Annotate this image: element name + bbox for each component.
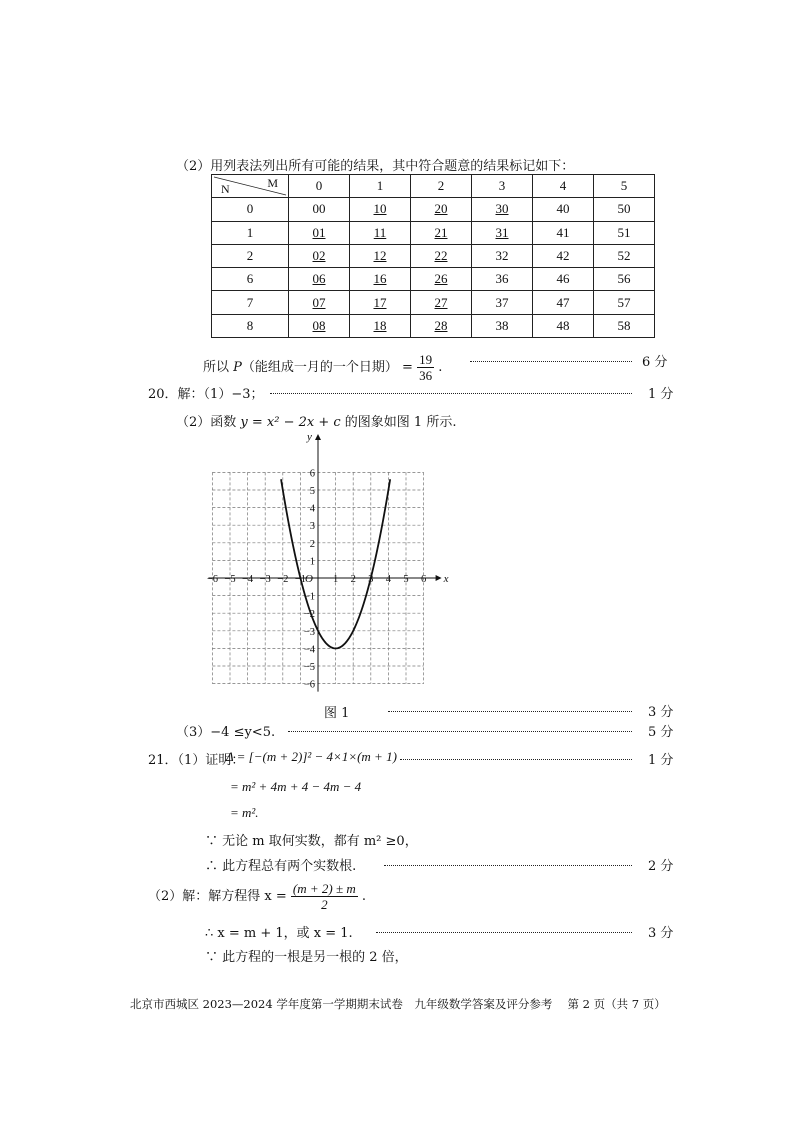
y-tick-label: 5 bbox=[309, 486, 315, 497]
x-axis-label: x bbox=[443, 573, 449, 585]
table-cell-marked: 16 bbox=[350, 268, 411, 291]
dot-leader bbox=[470, 361, 632, 362]
table-cell-marked: 27 bbox=[411, 291, 472, 314]
row-header: 0 bbox=[212, 198, 289, 221]
q21-part2-prefix: （2）解：解方程得 x = bbox=[148, 889, 287, 904]
q21-condition: ∵ 此方程的一根是另一根的 2 倍， bbox=[205, 950, 408, 965]
q21-label: 21．（1）证明： bbox=[148, 753, 245, 768]
row-header: 7 bbox=[212, 291, 289, 314]
table-cell-marked: 08 bbox=[289, 314, 350, 337]
q21-reason: ∵ 无论 m 取何实数，都有 m² ≥0， bbox=[205, 834, 418, 849]
prob-prefix: 所以 bbox=[203, 360, 234, 375]
roots-fraction bbox=[291, 881, 358, 912]
q20-label: 20．解：（1）−3； bbox=[148, 387, 264, 402]
row-header: 6 bbox=[212, 268, 289, 291]
x-tick-label: 4 bbox=[385, 574, 392, 585]
y-tick-label: −5 bbox=[303, 662, 315, 673]
table-row bbox=[212, 291, 655, 314]
x-tick-label: −3 bbox=[259, 574, 271, 585]
graph-tick-labels bbox=[207, 431, 449, 691]
table-cell-marked: 01 bbox=[289, 221, 350, 244]
row-header: 8 bbox=[212, 314, 289, 337]
table-cell: 50 bbox=[594, 198, 655, 221]
dot-leader bbox=[288, 731, 632, 732]
y-tick-label: −1 bbox=[303, 591, 315, 603]
y-tick-label: 4 bbox=[309, 503, 315, 515]
score-3b: 3 分 bbox=[648, 926, 674, 941]
prob-eq: = bbox=[402, 360, 413, 375]
dot-leader bbox=[270, 393, 632, 394]
table-cell: 41 bbox=[533, 221, 594, 244]
prob-period: . bbox=[438, 360, 443, 375]
table-cell-marked: 22 bbox=[411, 244, 472, 267]
page-footer: 北京市西城区 2023—2024 学年度第一学期期末试卷 九年级数学答案及评分参考 第 2 页（共 7 页） bbox=[130, 997, 666, 1011]
q21-roots: ∴ x = m + 1，或 x = 1. bbox=[205, 926, 353, 941]
x-tick-label: −1 bbox=[294, 574, 306, 585]
row-header: 2 bbox=[212, 244, 289, 267]
table-cell-marked: 07 bbox=[289, 291, 350, 314]
x-tick-label: 5 bbox=[403, 574, 409, 585]
col-header: 4 bbox=[533, 175, 594, 198]
q21-step-expand: = m² + 4m + 4 − 4m − 4 bbox=[230, 779, 362, 794]
table-cell: 47 bbox=[533, 291, 594, 314]
table-cell: 40 bbox=[533, 198, 594, 221]
score-6: 6 分 bbox=[642, 355, 668, 370]
table-row bbox=[212, 244, 655, 267]
table-cell: 38 bbox=[472, 314, 533, 337]
row-header: 1 bbox=[212, 221, 289, 244]
q21-step-simplify: = m². bbox=[230, 805, 259, 820]
x-tick-label: −4 bbox=[242, 574, 254, 585]
x-tick-label: 6 bbox=[420, 574, 427, 585]
corner-m-label: M bbox=[267, 176, 278, 190]
dot-leader bbox=[388, 711, 632, 712]
table-cell: 56 bbox=[594, 268, 655, 291]
prob-numerator: 19 bbox=[419, 352, 433, 367]
col-header: 1 bbox=[350, 175, 411, 198]
result-table bbox=[211, 174, 655, 338]
table-row bbox=[212, 268, 655, 291]
y-tick-label: 3 bbox=[309, 521, 315, 533]
y-axis-label: y bbox=[307, 431, 312, 443]
col-header: 0 bbox=[289, 175, 350, 198]
y-tick-label: 1 bbox=[309, 556, 315, 568]
q21-conclusion: ∴ 此方程总有两个实数根. bbox=[205, 859, 357, 874]
score-3: 3 分 bbox=[648, 705, 674, 720]
q19-probability-line bbox=[203, 352, 442, 383]
table-cell-marked: 02 bbox=[289, 244, 350, 267]
table-cell: 37 bbox=[472, 291, 533, 314]
score-5: 5 分 bbox=[648, 725, 674, 740]
table-cell: 46 bbox=[533, 268, 594, 291]
function-formula: y = x² − 2x + c bbox=[240, 415, 341, 430]
table-cell: 57 bbox=[594, 291, 655, 314]
table-cell-marked: 28 bbox=[411, 314, 472, 337]
table-cell-marked: 18 bbox=[350, 314, 411, 337]
table-cell: 36 bbox=[472, 268, 533, 291]
parabola-graph bbox=[206, 430, 461, 702]
table-cell: 58 bbox=[594, 314, 655, 337]
x-tick-label: −2 bbox=[277, 574, 289, 585]
table-cell-marked: 21 bbox=[411, 221, 472, 244]
score-1b: 1 分 bbox=[648, 753, 674, 768]
table-cell: 00 bbox=[289, 198, 350, 221]
y-tick-label: −2 bbox=[303, 609, 315, 621]
table-cell-marked: 20 bbox=[411, 198, 472, 221]
dot-leader bbox=[384, 865, 632, 866]
table-cell-marked: 17 bbox=[350, 291, 411, 314]
x-tick-label: −5 bbox=[224, 574, 236, 585]
y-tick-label: −6 bbox=[303, 679, 315, 691]
table-cell-marked: 11 bbox=[350, 221, 411, 244]
score-2: 2 分 bbox=[648, 859, 674, 874]
roots-denominator: 2 bbox=[321, 897, 328, 912]
table-body bbox=[212, 198, 655, 338]
y-tick-label: −3 bbox=[303, 626, 315, 638]
col-header: 2 bbox=[411, 175, 472, 198]
prob-text: （能组成一月的一个日期） bbox=[241, 360, 398, 375]
prob-var: P bbox=[233, 360, 242, 375]
prob-denominator: 36 bbox=[419, 368, 433, 383]
table-corner bbox=[212, 175, 289, 198]
q20-part2-suffix: 的图象如图 1 所示. bbox=[340, 415, 457, 430]
y-axis-arrow bbox=[315, 434, 321, 440]
table-row bbox=[212, 221, 655, 244]
roots-numerator: (m + 2) ± m bbox=[292, 881, 356, 896]
col-header: 3 bbox=[472, 175, 533, 198]
col-header: 5 bbox=[594, 175, 655, 198]
prob-fraction bbox=[417, 352, 434, 383]
q20-part3: （3）−4 ≤y<5. bbox=[176, 725, 276, 740]
y-tick-label: 6 bbox=[309, 468, 315, 480]
q19-intro: （2）用列表法列出所有可能的结果，其中符合题意的结果标记如下： bbox=[176, 159, 575, 174]
q21-discriminant: Δ = [−(m + 2)]² − 4×1×(m + 1) bbox=[226, 749, 397, 764]
table-cell-marked: 31 bbox=[472, 221, 533, 244]
dot-leader bbox=[376, 932, 632, 933]
x-tick-label: 3 bbox=[368, 574, 374, 585]
corner-n-label: N bbox=[221, 182, 230, 197]
table-row bbox=[212, 314, 655, 337]
x-axis-arrow bbox=[436, 575, 442, 581]
table-cell: 32 bbox=[472, 244, 533, 267]
q20-part2 bbox=[176, 411, 456, 430]
score-1: 1 分 bbox=[648, 387, 674, 402]
y-tick-label: −4 bbox=[303, 644, 315, 656]
table-cell: 51 bbox=[594, 221, 655, 244]
figure-caption: 图 1 bbox=[324, 706, 350, 721]
origin-label: O bbox=[305, 573, 313, 585]
table-cell-marked: 12 bbox=[350, 244, 411, 267]
table-cell-marked: 26 bbox=[411, 268, 472, 291]
q21-part2 bbox=[148, 881, 366, 912]
x-tick-label: 2 bbox=[350, 574, 356, 585]
table-cell-marked: 10 bbox=[350, 198, 411, 221]
table-cell: 48 bbox=[533, 314, 594, 337]
table-cell: 42 bbox=[533, 244, 594, 267]
table-row bbox=[212, 198, 655, 221]
table-cell-marked: 30 bbox=[472, 198, 533, 221]
x-tick-label: 1 bbox=[332, 574, 339, 585]
q21-part2-suffix: . bbox=[361, 889, 367, 904]
q20-part2-prefix: （2）函数 bbox=[176, 415, 241, 430]
table-cell-marked: 06 bbox=[289, 268, 350, 291]
table-cell: 52 bbox=[594, 244, 655, 267]
x-tick-label: −6 bbox=[206, 574, 218, 585]
dot-leader bbox=[400, 759, 632, 760]
y-tick-label: 2 bbox=[309, 538, 315, 550]
